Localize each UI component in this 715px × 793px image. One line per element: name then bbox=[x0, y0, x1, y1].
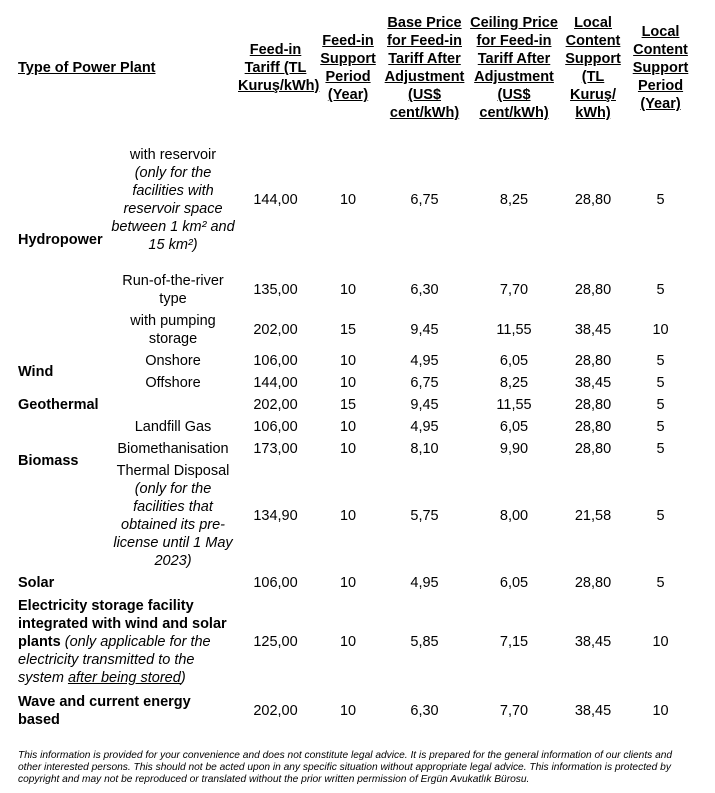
cell-base: 5,75 bbox=[410, 508, 439, 524]
cell-local: 38,45 bbox=[574, 375, 612, 391]
cell-ceiling: 6,05 bbox=[499, 353, 529, 369]
category-storage: Electricity storage facility integrated with wind and solar plants (only applicable for the electricity transmitted to the system after being stored) bbox=[18, 598, 227, 686]
table-row bbox=[14, 130, 696, 270]
cell-ceiling: 6,05 bbox=[499, 575, 529, 591]
category-hydropower: Hydropower bbox=[18, 232, 103, 248]
cell-base: 4,95 bbox=[410, 353, 439, 369]
cell-local-period: 5 bbox=[656, 397, 665, 413]
cell-local-period: 10 bbox=[652, 703, 669, 719]
cell-period: 10 bbox=[339, 441, 357, 457]
row-subtype: Onshore bbox=[145, 353, 201, 369]
cell-period: 15 bbox=[339, 322, 357, 338]
cell-period: 10 bbox=[339, 419, 357, 435]
cell-tariff: 202,00 bbox=[253, 322, 298, 338]
row-subtype: Thermal Disposal (only for the facilities that obtained its pre-license until 1 May 2023) bbox=[113, 463, 233, 569]
cell-period: 10 bbox=[339, 575, 357, 591]
row-subtype: with reservoir (only for the facilities with reservoir space between 1 km² and 15 km²) bbox=[111, 147, 235, 253]
cell-local-period: 10 bbox=[652, 322, 669, 338]
cell-tariff: 106,00 bbox=[253, 353, 298, 369]
cell-ceiling: 7,15 bbox=[499, 634, 529, 650]
cell-period: 10 bbox=[339, 375, 357, 391]
category-wind: Wind bbox=[18, 364, 54, 380]
cell-ceiling: 11,55 bbox=[496, 322, 532, 338]
table-row bbox=[14, 572, 696, 594]
cell-local: 38,45 bbox=[574, 634, 612, 650]
table-row bbox=[14, 690, 696, 732]
cell-local: 28,80 bbox=[574, 441, 612, 457]
row-subtype: with pumping storage bbox=[130, 313, 216, 347]
cell-local-period: 5 bbox=[656, 441, 665, 457]
row-subtype: Landfill Gas bbox=[134, 419, 212, 435]
cell-base: 8,10 bbox=[410, 441, 439, 457]
row-subtype: Biomethanisation bbox=[117, 441, 229, 457]
cell-local-period: 5 bbox=[656, 419, 665, 435]
cell-local: 21,58 bbox=[574, 508, 612, 524]
cell-ceiling: 8,25 bbox=[499, 192, 529, 208]
cell-tariff: 202,00 bbox=[253, 397, 298, 413]
cell-tariff: 144,00 bbox=[253, 192, 298, 208]
cell-tariff: 106,00 bbox=[253, 575, 298, 591]
cell-local: 38,45 bbox=[574, 322, 612, 338]
cell-base: 6,30 bbox=[410, 282, 439, 298]
cell-local-period: 10 bbox=[652, 634, 669, 650]
cell-base: 6,75 bbox=[410, 375, 439, 391]
header-ceiling-price: Ceiling Price for Feed-in Tariff After Adjustment (US$ cent/kWh) bbox=[470, 15, 558, 121]
cell-base: 9,45 bbox=[410, 397, 439, 413]
cell-local: 28,80 bbox=[574, 575, 612, 591]
cell-ceiling: 9,90 bbox=[499, 441, 529, 457]
table-row bbox=[14, 438, 696, 460]
cell-tariff: 144,00 bbox=[253, 375, 298, 391]
cell-ceiling: 7,70 bbox=[499, 282, 529, 298]
cell-tariff: 135,00 bbox=[253, 282, 298, 298]
cell-base: 4,95 bbox=[410, 419, 439, 435]
cell-tariff: 125,00 bbox=[253, 634, 298, 650]
table-row bbox=[14, 460, 696, 572]
cell-period: 10 bbox=[339, 282, 357, 298]
header-local-content-period: Local Content Support Period (Year) bbox=[632, 24, 689, 112]
row-subtype: Offshore bbox=[145, 375, 201, 391]
category-biomass: Biomass bbox=[18, 453, 79, 469]
header-type: Type of Power Plant bbox=[18, 60, 156, 76]
table-row bbox=[14, 372, 696, 394]
cell-local: 28,80 bbox=[574, 282, 612, 298]
table-row bbox=[14, 394, 696, 416]
cell-local-period: 5 bbox=[656, 375, 665, 391]
cell-period: 10 bbox=[339, 508, 357, 524]
cell-local: 38,45 bbox=[574, 703, 612, 719]
table-row bbox=[14, 270, 696, 310]
table-row bbox=[14, 416, 696, 438]
cell-ceiling: 8,00 bbox=[499, 508, 529, 524]
cell-local: 28,80 bbox=[574, 192, 612, 208]
header-row bbox=[14, 6, 696, 130]
cell-tariff: 202,00 bbox=[253, 703, 298, 719]
cell-tariff: 106,00 bbox=[253, 419, 298, 435]
cell-period: 10 bbox=[339, 353, 357, 369]
table-row bbox=[14, 594, 696, 690]
table-row bbox=[14, 350, 696, 372]
cell-base: 9,45 bbox=[410, 322, 439, 338]
cell-period: 10 bbox=[339, 634, 357, 650]
cell-tariff: 173,00 bbox=[253, 441, 298, 457]
cell-local-period: 5 bbox=[656, 353, 665, 369]
cell-base: 4,95 bbox=[410, 575, 439, 591]
cell-base: 6,75 bbox=[410, 192, 439, 208]
cell-local-period: 5 bbox=[656, 192, 665, 208]
header-base-price: Base Price for Feed-in Tariff After Adjustment (US$ cent/kWh) bbox=[384, 15, 465, 121]
cell-ceiling: 11,55 bbox=[496, 397, 532, 413]
disclaimer-footer: This information is provided for your convenience and does not constitute legal advice. It is prepared for the general information of our clients and other interested persons. This should not be acted upon in any specific situation without appropriate legal advice. This information is protected by copyright and may not be reproduced or translated without the prior written permission of Ergün Avukatlık Bürosu. bbox=[18, 750, 673, 785]
cell-local-period: 5 bbox=[656, 508, 665, 524]
cell-local: 28,80 bbox=[574, 419, 612, 435]
cell-tariff: 134,90 bbox=[253, 508, 298, 524]
row-subtype: Run-of-the-river type bbox=[122, 273, 224, 307]
cell-base: 6,30 bbox=[410, 703, 439, 719]
cell-ceiling: 6,05 bbox=[499, 419, 529, 435]
cell-local: 28,80 bbox=[574, 397, 612, 413]
cell-local-period: 5 bbox=[656, 575, 665, 591]
cell-ceiling: 7,70 bbox=[499, 703, 529, 719]
feed-in-tariff-table bbox=[14, 6, 696, 732]
category-solar: Solar bbox=[18, 575, 55, 591]
cell-base: 5,85 bbox=[410, 634, 439, 650]
category-geothermal: Geothermal bbox=[18, 397, 99, 413]
cell-local: 28,80 bbox=[574, 353, 612, 369]
header-local-content-support: Local Content Support (TL Kuruş/ kWh) bbox=[565, 15, 621, 121]
cell-ceiling: 8,25 bbox=[499, 375, 529, 391]
cell-period: 10 bbox=[339, 703, 357, 719]
category-wave: Wave and current energy based bbox=[18, 694, 191, 728]
table-row bbox=[14, 310, 696, 350]
cell-period: 15 bbox=[339, 397, 357, 413]
cell-local-period: 5 bbox=[656, 282, 665, 298]
cell-period: 10 bbox=[339, 192, 357, 208]
header-feed-in-support-period: Feed-in Support Period (Year) bbox=[320, 33, 376, 103]
header-feed-in-tariff: Feed-in Tariff (TL Kuruş/kWh) bbox=[238, 42, 320, 94]
